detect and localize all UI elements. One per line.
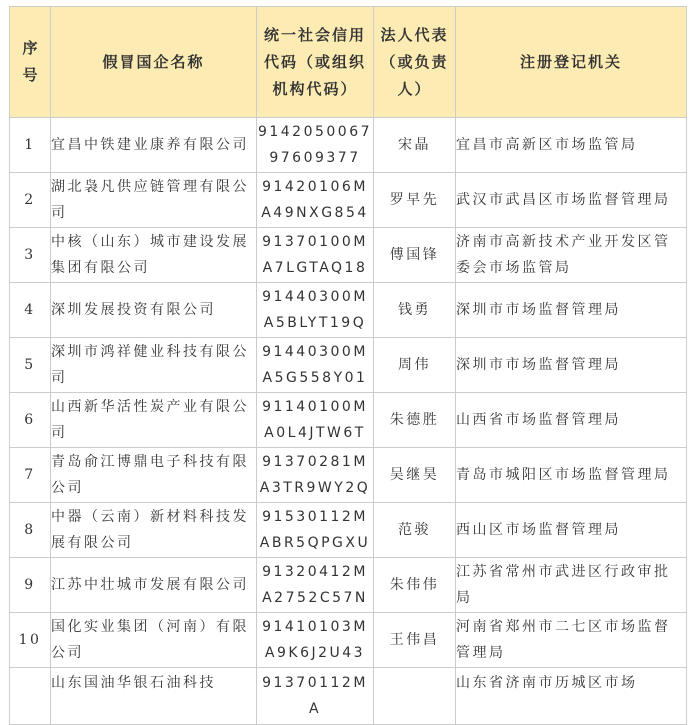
- header-legal-representative: 法人代表（或负责人）: [374, 7, 456, 118]
- cell-serial-number: [10, 668, 51, 725]
- header-registration-authority: 注册登记机关: [456, 7, 687, 118]
- table-row: [10, 173, 687, 228]
- cell-company-name: 湖北袅凡供应链管理有限公司: [51, 173, 257, 228]
- cell-registration-authority: 江苏省常州市武进区行政审批局: [456, 558, 687, 613]
- table-row-partial: [10, 668, 687, 725]
- cell-company-name: 中器（云南）新材料科技发展有限公司: [51, 503, 257, 558]
- cell-registration-authority: 山东省济南市历城区市场: [456, 668, 687, 725]
- cell-serial-number: 3: [10, 228, 51, 283]
- cell-legal-representative: 王伟昌: [374, 613, 456, 668]
- cell-company-name: 宜昌中铁建业康养有限公司: [51, 118, 257, 173]
- cell-company-name: 青岛俞江博鼎电子科技有限公司: [51, 448, 257, 503]
- cell-legal-representative: 范骏: [374, 503, 456, 558]
- table-header-row: [10, 7, 687, 118]
- cell-serial-number: 1: [10, 118, 51, 173]
- table-row: [10, 283, 687, 338]
- cell-serial-number: 6: [10, 393, 51, 448]
- cell-serial-number: 5: [10, 338, 51, 393]
- cell-serial-number: 9: [10, 558, 51, 613]
- table-row: [10, 558, 687, 613]
- cell-serial-number: 7: [10, 448, 51, 503]
- cell-company-name: 深圳发展投资有限公司: [51, 283, 257, 338]
- cell-serial-number: 8: [10, 503, 51, 558]
- cell-credit-code: 91370100MA7LGTAQ18: [257, 228, 374, 283]
- cell-credit-code: 91410103MA9K6J2U43: [257, 613, 374, 668]
- header-serial-number: 序号: [10, 7, 51, 118]
- cell-company-name: 国化实业集团（河南）有限公司: [51, 613, 257, 668]
- cell-credit-code: 91370281MA3TR9WY2Q: [257, 448, 374, 503]
- cell-legal-representative: [374, 668, 456, 725]
- cell-legal-representative: 宋晶: [374, 118, 456, 173]
- cell-credit-code: 914205006797609377: [257, 118, 374, 173]
- cell-registration-authority: 深圳市市场监督管理局: [456, 338, 687, 393]
- cell-registration-authority: 济南市高新技术产业开发区管委会市场监管局: [456, 228, 687, 283]
- cell-registration-authority: 青岛市城阳区市场监督管理局: [456, 448, 687, 503]
- header-credit-code: 统一社会信用代码（或组织机构代码）: [257, 7, 374, 118]
- table-row: [10, 448, 687, 503]
- header-company-name: 假冒国企名称: [51, 7, 257, 118]
- cell-credit-code: 91530112MABR5QPGXU: [257, 503, 374, 558]
- cell-company-name: 山东国油华银石油科技: [51, 668, 257, 725]
- table-row: [10, 613, 687, 668]
- table-row: [10, 393, 687, 448]
- cell-serial-number: 4: [10, 283, 51, 338]
- cell-legal-representative: 钱勇: [374, 283, 456, 338]
- cell-registration-authority: 西山区市场监督管理局: [456, 503, 687, 558]
- cell-registration-authority: 河南省郑州市二七区市场监督管理局: [456, 613, 687, 668]
- table-row: [10, 338, 687, 393]
- cell-credit-code: 91420106MA49NXG854: [257, 173, 374, 228]
- cell-registration-authority: 深圳市市场监督管理局: [456, 283, 687, 338]
- cell-legal-representative: 罗早先: [374, 173, 456, 228]
- cell-registration-authority: 山西省市场监督管理局: [456, 393, 687, 448]
- cell-credit-code: 91370112MA: [257, 668, 374, 725]
- cell-legal-representative: 朱德胜: [374, 393, 456, 448]
- table-row: [10, 228, 687, 283]
- cell-serial-number: 10: [10, 613, 51, 668]
- cell-legal-representative: 朱伟伟: [374, 558, 456, 613]
- cell-company-name: 深圳市鸿祥健业科技有限公司: [51, 338, 257, 393]
- cell-legal-representative: 吴继昊: [374, 448, 456, 503]
- cell-registration-authority: 宜昌市高新区市场监管局: [456, 118, 687, 173]
- cell-credit-code: 91440300MA5G558Y01: [257, 338, 374, 393]
- cell-credit-code: 91320412MA2752C57N: [257, 558, 374, 613]
- cell-company-name: 中核（山东）城市建设发展集团有限公司: [51, 228, 257, 283]
- cell-serial-number: 2: [10, 173, 51, 228]
- cell-company-name: 江苏中壮城市发展有限公司: [51, 558, 257, 613]
- cell-registration-authority: 武汉市武昌区市场监督管理局: [456, 173, 687, 228]
- cell-legal-representative: 傅国锋: [374, 228, 456, 283]
- cell-credit-code: 91140100MA0L4JTW6T: [257, 393, 374, 448]
- fake-soe-table: [9, 6, 687, 725]
- table-row: [10, 118, 687, 173]
- table-row: [10, 503, 687, 558]
- cell-company-name: 山西新华活性炭产业有限公司: [51, 393, 257, 448]
- cell-legal-representative: 周伟: [374, 338, 456, 393]
- cell-credit-code: 91440300MA5BLYT19Q: [257, 283, 374, 338]
